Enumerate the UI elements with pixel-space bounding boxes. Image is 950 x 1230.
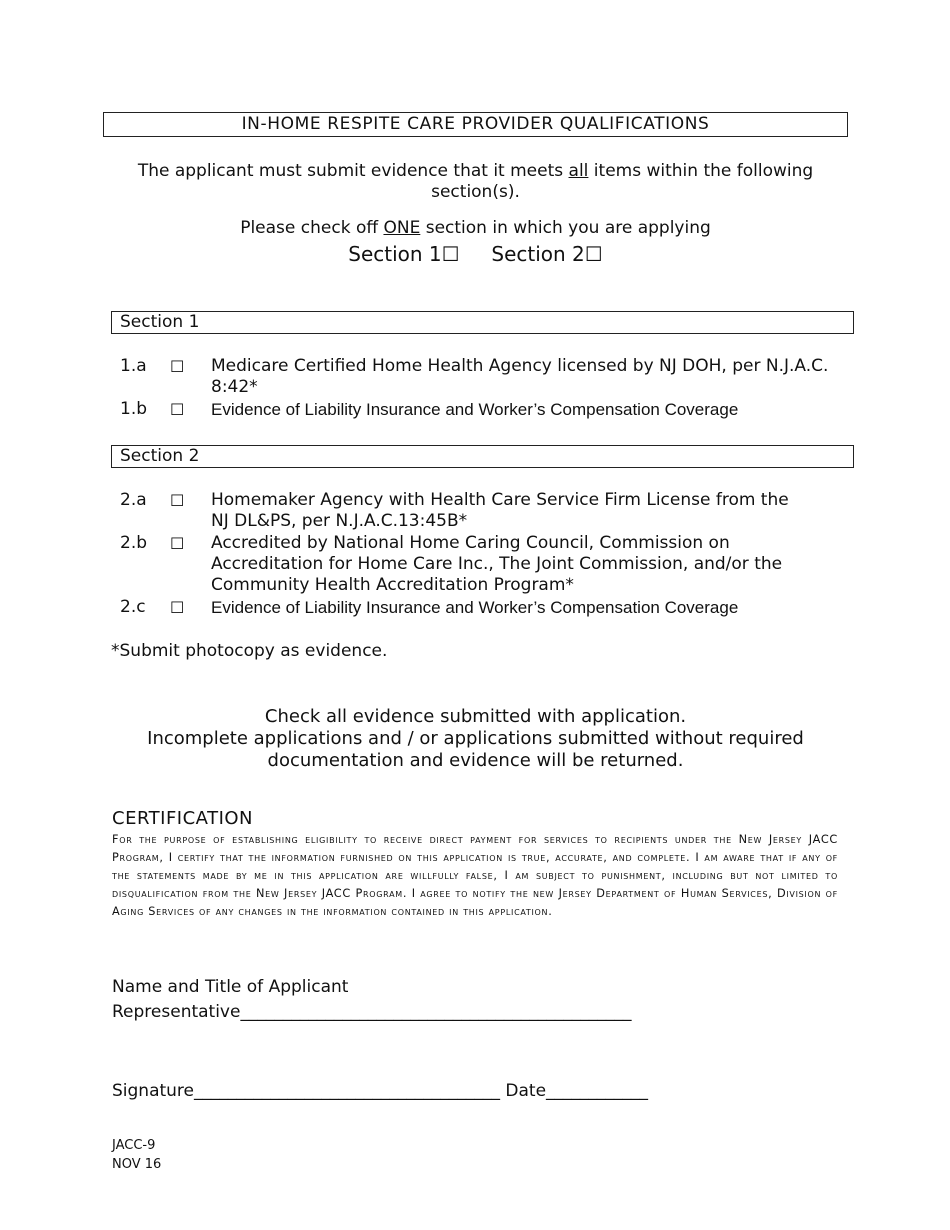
- check-one-instruction: [103, 218, 848, 239]
- check-one-after: section in which you are applying: [420, 218, 711, 238]
- section2-choice-label: Section 2: [491, 242, 585, 266]
- item-2c: [120, 597, 840, 618]
- section2-header: Section 2: [111, 445, 854, 468]
- item-text: Evidence of Liability Insurance and Worker’s Compensation Coverage: [211, 598, 739, 617]
- item-1a-checkbox[interactable]: ☐: [170, 357, 185, 376]
- signature-date-line[interactable]: Signature____________________________________ Date____________: [112, 1081, 649, 1101]
- section-choice-row: [103, 241, 848, 267]
- check-one-before: Please check off: [240, 218, 384, 238]
- item-2a: [120, 490, 840, 532]
- check-all-notice: [103, 706, 848, 772]
- section1-choice-label: Section 1: [348, 242, 442, 266]
- intro-text: [103, 161, 848, 203]
- item-number: 1.a: [120, 356, 147, 376]
- intro-after: items within the following section(s).: [431, 161, 814, 202]
- item-text: Accredited by National Home Caring Council, Commission on Accreditation for Home Care Inc., The Joint Commission, and/or the Community Health Accreditation Program*: [211, 533, 783, 595]
- form-id: JACC-9: [112, 1138, 156, 1153]
- representative-line[interactable]: Representative______________________________________________: [112, 1002, 632, 1022]
- item-text: Medicare Certified Home Health Agency licensed by NJ DOH, per N.J.A.C. 8:42*: [211, 356, 829, 397]
- item-1b: [120, 399, 840, 420]
- check-one-emphasis: ONE: [383, 218, 421, 238]
- name-title-label: Name and Title of Applicant: [112, 977, 349, 997]
- form-title: IN-HOME RESPITE CARE PROVIDER QUALIFICATIONS: [103, 112, 848, 137]
- check-all-line2: Incomplete applications and / or applications submitted without required: [147, 728, 804, 749]
- intro-emphasis: all: [568, 161, 589, 181]
- section1-header: Section 1: [111, 311, 854, 334]
- form-revision-date: NOV 16: [112, 1157, 162, 1172]
- check-all-line3: documentation and evidence will be returned.: [267, 750, 684, 771]
- item-1b-checkbox[interactable]: ☐: [170, 400, 185, 419]
- certification-text: For the purpose of establishing eligibility to receive direct payment for services to recipients under the New Jersey JACC Program, I certify that the information furnished on this application is true, accurate, and complete. I am aware that if any of the statements made by me in this application are willfully false, I am subject to punishment, including but not limited to disqualification from the New Jersey JACC Program. I agree to notify the new Jersey Department of Human Services, Division of Aging Services of any changes in the information contained in this application.: [112, 833, 838, 918]
- item-text: Evidence of Liability Insurance and Worker’s Compensation Coverage: [211, 400, 739, 419]
- item-1a: [120, 356, 840, 398]
- item-number: 2.c: [120, 597, 146, 617]
- item-text: [211, 490, 841, 532]
- item-2b-checkbox[interactable]: ☐: [170, 534, 185, 553]
- item-2a-checkbox[interactable]: ☐: [170, 491, 185, 510]
- certification-title: CERTIFICATION: [112, 808, 254, 829]
- item-2b: [120, 533, 840, 596]
- check-all-line1: Check all evidence submitted with application.: [264, 706, 687, 727]
- intro-before: The applicant must submit evidence that it meets: [137, 161, 569, 181]
- photocopy-note: *Submit photocopy as evidence.: [111, 641, 388, 661]
- name-title-field[interactable]: [112, 975, 631, 1025]
- item-2c-checkbox[interactable]: ☐: [170, 598, 185, 617]
- section1-checkbox[interactable]: ☐: [441, 242, 460, 266]
- item-text-line1: Homemaker Agency with Health Care Service Firm License from the: [211, 490, 789, 510]
- item-number: 2.b: [120, 533, 148, 553]
- item-number: 2.a: [120, 490, 147, 510]
- section2-checkbox[interactable]: ☐: [584, 242, 603, 266]
- form-footer: [112, 1136, 161, 1174]
- item-text-line2: NJ DL&PS, per N.J.A.C.13:45B*: [211, 511, 468, 531]
- item-number: 1.b: [120, 399, 148, 419]
